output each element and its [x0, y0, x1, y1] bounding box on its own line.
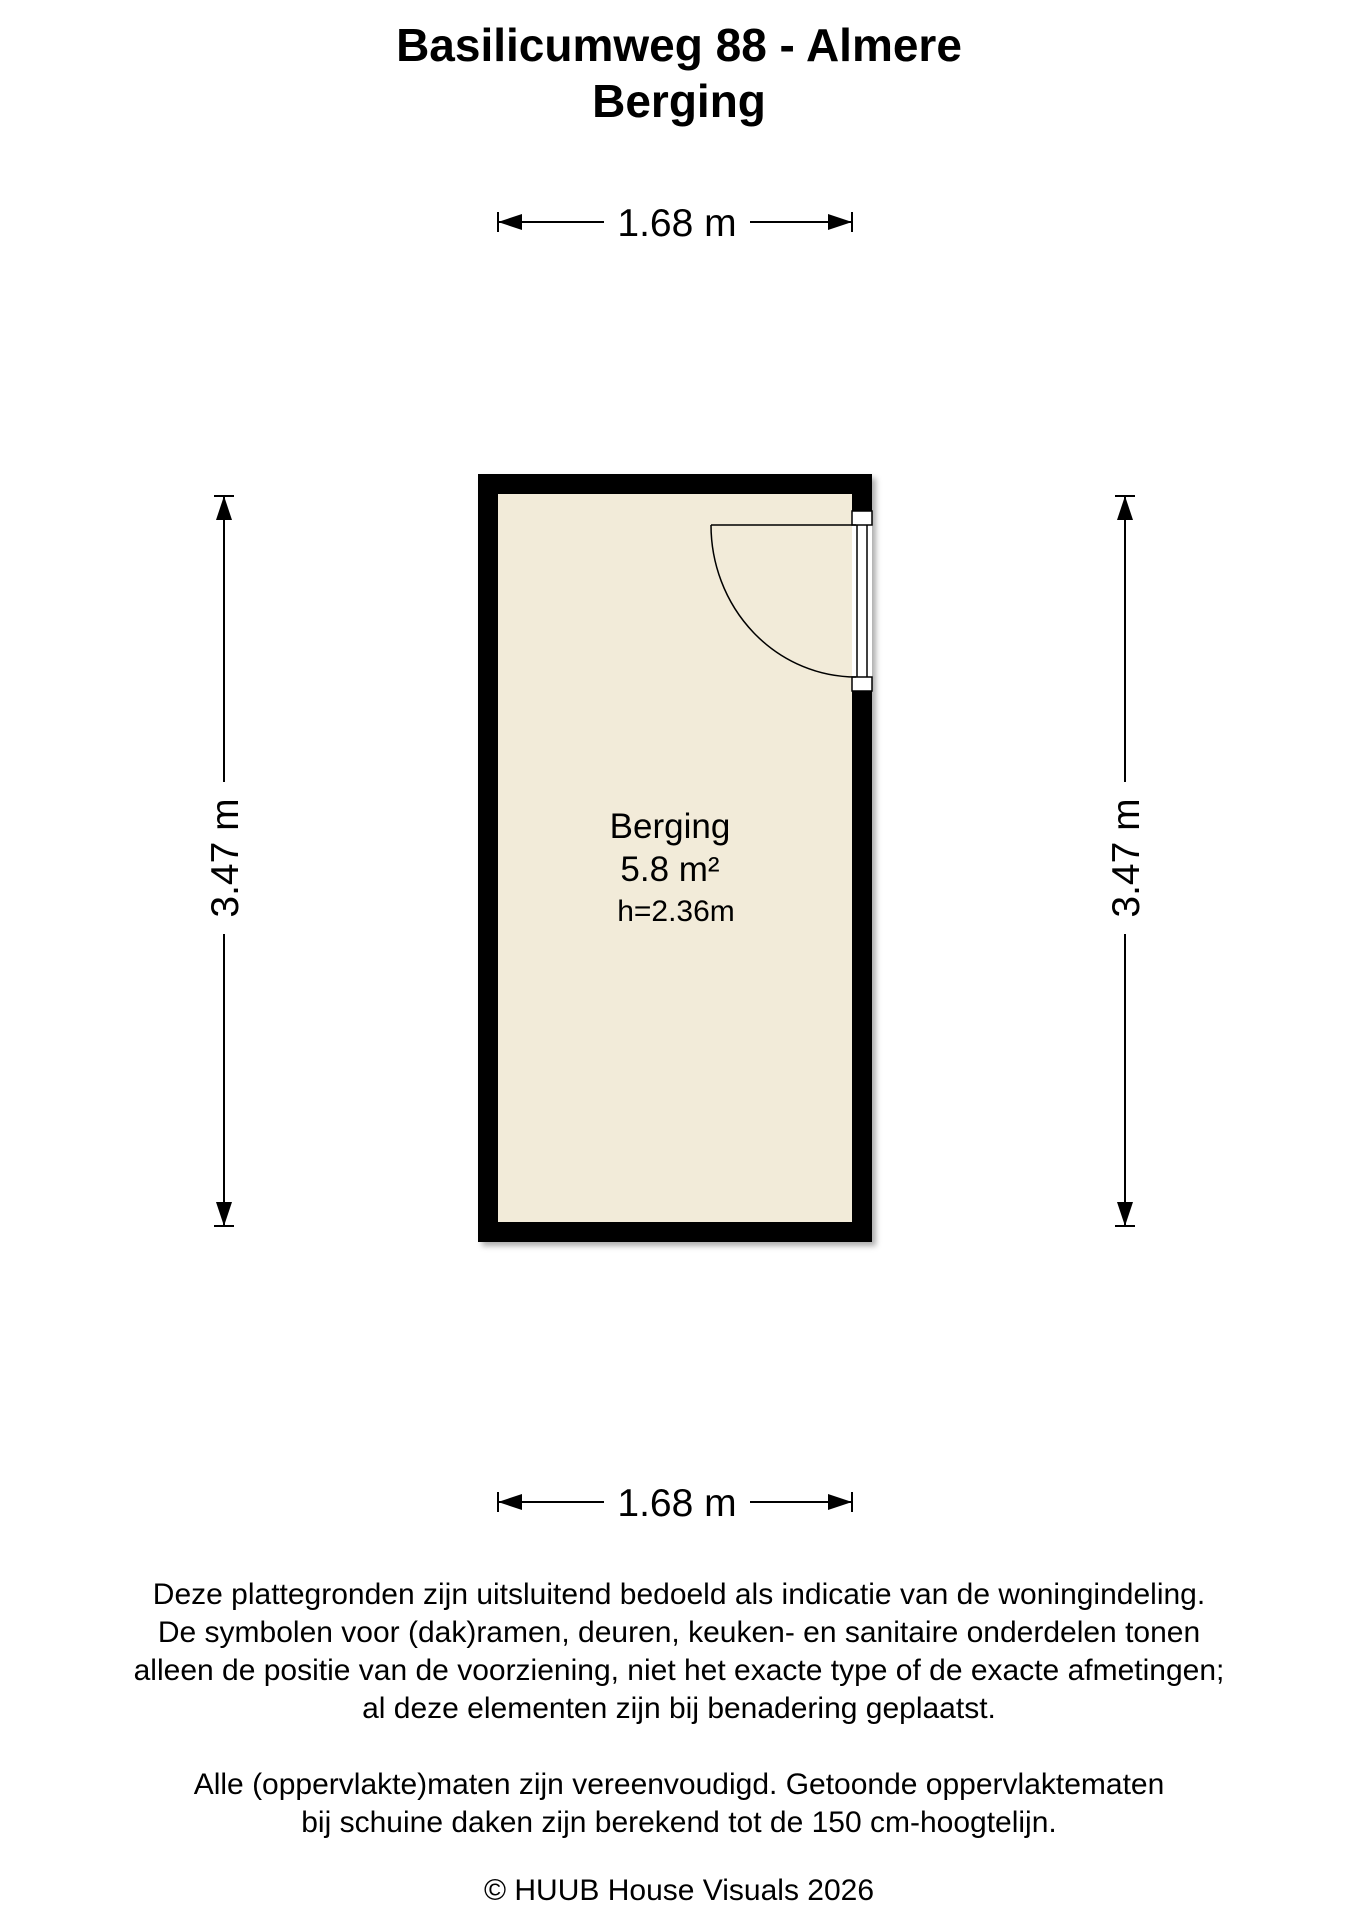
- disclaimer-line: Alle (oppervlakte)maten zijn vereenvoudigd. Getoonde oppervlaktematen: [193, 1768, 1165, 1801]
- right-height-dimension: [1105, 496, 1148, 1226]
- bottom-width-dimension: [498, 1482, 852, 1525]
- floor-subtitle: Berging: [592, 75, 766, 127]
- address-title: Basilicumweg 88 - Almere: [396, 19, 962, 71]
- copyright-notice: © HUUB House Visuals 2026: [483, 1874, 875, 1907]
- disclaimer-line: De symbolen voor (dak)ramen, deuren, keuken- en sanitaire onderdelen tonen: [157, 1616, 1201, 1649]
- disclaimer-paragraph-2: [0, 1766, 1358, 1842]
- arrow-down-icon: [216, 1202, 232, 1226]
- disclaimer-line: alleen de positie van de voorziening, niet het exacte type of de exacte afmetingen;: [133, 1654, 1225, 1687]
- top-width-label: 1.68 m: [617, 202, 737, 245]
- disclaimer-line: bij schuine daken zijn berekend tot de 150 cm-hoogtelijn.: [301, 1806, 1057, 1839]
- arrow-up-icon: [216, 496, 232, 520]
- arrow-up-icon: [1117, 496, 1133, 520]
- top-width-dimension: [498, 202, 852, 245]
- room-area: 5.8 m²: [620, 850, 720, 889]
- arrow-right-icon: [828, 214, 852, 230]
- room-name: Berging: [609, 807, 731, 846]
- disclaimer-paragraph-1: [0, 1576, 1358, 1728]
- arrow-left-icon: [498, 1494, 522, 1510]
- right-height-label: 3.47 m: [1105, 798, 1148, 918]
- disclaimer-line: al deze elementen zijn bij benadering geplaatst.: [362, 1692, 996, 1725]
- bottom-width-label: 1.68 m: [617, 1482, 737, 1525]
- arrow-right-icon: [828, 1494, 852, 1510]
- arrow-left-icon: [498, 214, 522, 230]
- disclaimer-line: Deze plattegronden zijn uitsluitend bedoeld als indicatie van de woningindeling.: [152, 1578, 1206, 1611]
- room-berging: [478, 474, 876, 1246]
- arrow-down-icon: [1117, 1202, 1133, 1226]
- room-height: h=2.36m: [617, 895, 735, 928]
- door-opening: [852, 511, 872, 691]
- left-height-label: 3.47 m: [204, 798, 247, 918]
- left-height-dimension: [204, 496, 247, 1226]
